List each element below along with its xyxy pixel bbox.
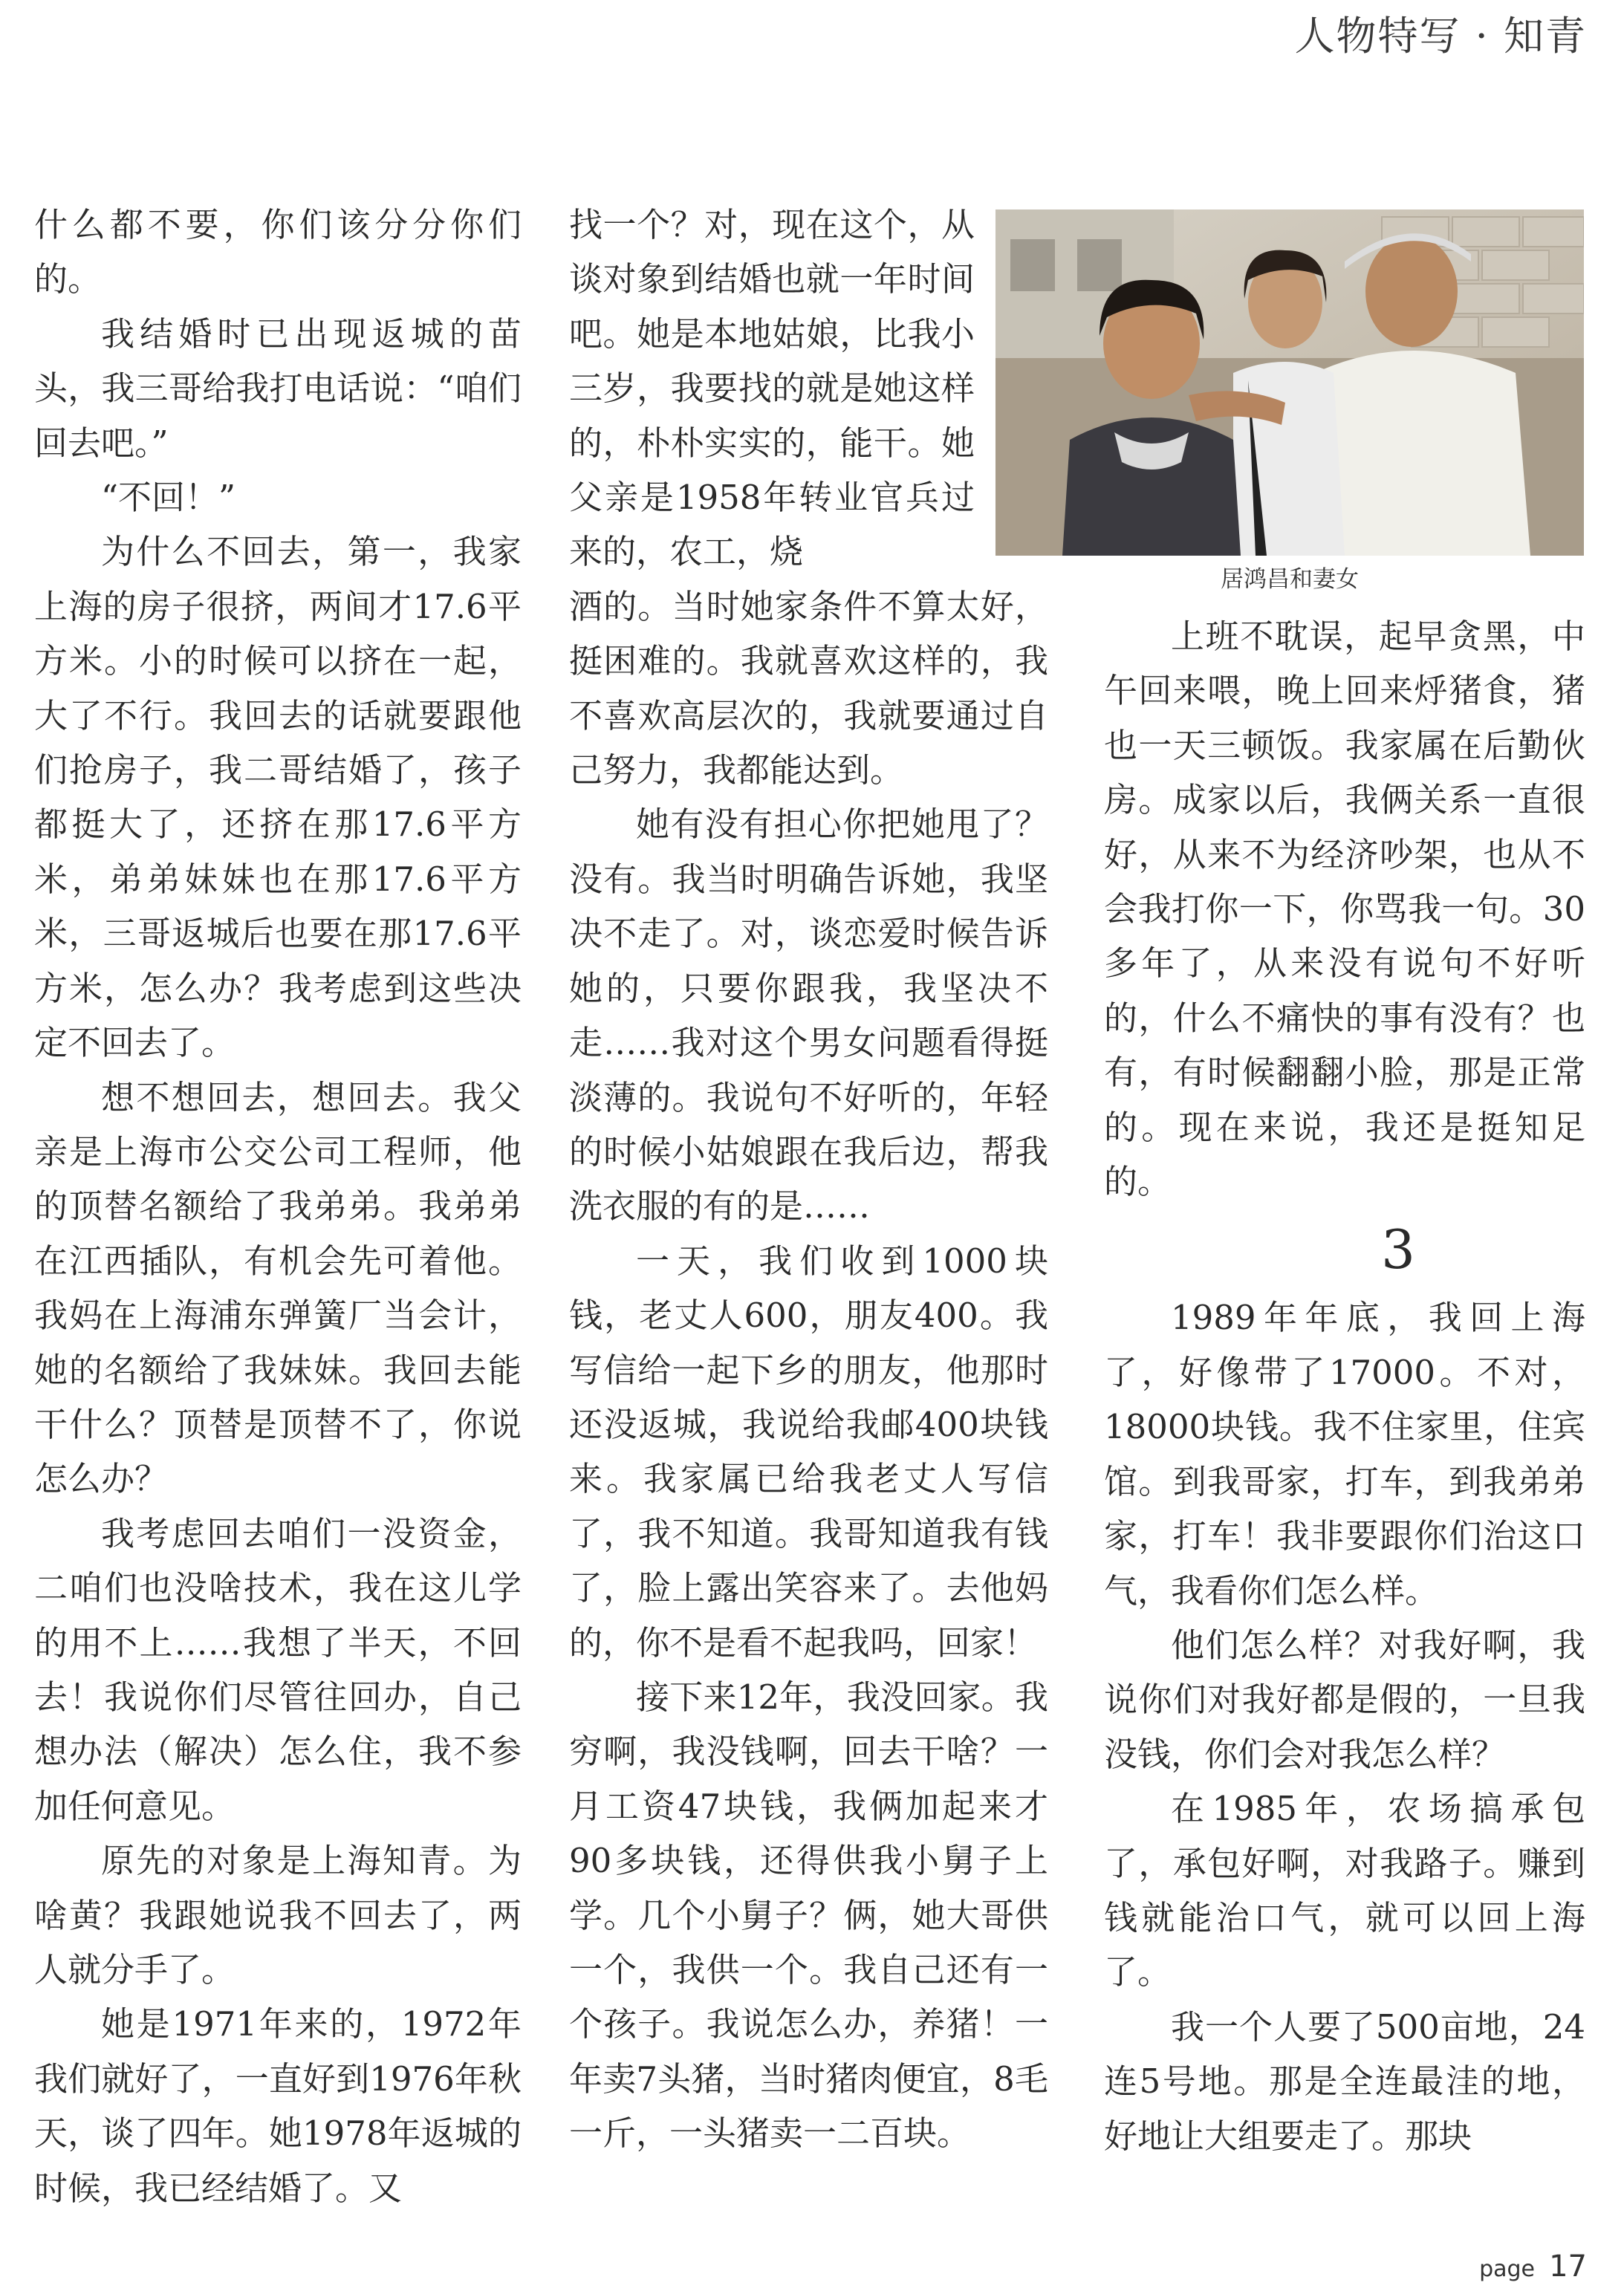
section-header: 人物特写 · 知青 <box>1294 13 1587 59</box>
paragraph: 我结婚时已出现返城的苗头，我三哥给我打电话说：“咱们回去吧。” <box>34 313 522 463</box>
paragraph: 她有没有担心你把她甩了？没有。我当时明确告诉她，我坚决不走了。对，谈恋爱时候告诉她的，只要你跟我，我坚决不走……我对这个男女问题看得挺淡薄的。我说句不好听的，年轻的时候小姑娘跟在我后边，帮我洗衣服的有的是…… <box>569 805 1048 1226</box>
paragraph: 接下来12年，我没回家。我穷啊，我没钱啊，回去干啥？一月工资47块钱，我俩加起来才90多块钱，还得供我小舅子上学。几个小舅子？俩，她大哥供一个，我供一个。我自己还有一个孩子。我说怎么办，养猪！一年卖7头猪，当时猪肉便宜，8毛一斤，一头猪卖一二百块。 <box>569 1677 1048 2154</box>
paragraph: 找一个？对，现在这个，从谈对象到结婚也就一年时间吧。她是本地姑娘，比我小三岁，我要找的就是她这样的，朴朴实实的，能干。她父亲是1958年转业官兵过来的，农工，烧 <box>569 205 975 572</box>
paragraph: 她是1971年来的，1972年我们就好了，一直好到1976年秋天，谈了四年。她1978年返城的时候，我已经结婚了。又 <box>34 2004 522 2208</box>
paragraph: 想不想回去，想回去。我父亲是上海市公交公司工程师，他的顶替名额给了我弟弟。我弟弟在江西插队，有机会先可着他。我妈在上海浦东弹簧厂当会计，她的名额给了我妹妹。我回去能干什么？顶替是顶替不了，你说怎么办？ <box>34 1077 522 1499</box>
paragraph: 什么都不要，你们该分分你们的。 <box>34 205 522 299</box>
paragraph: 我考虑回去咱们一没资金，二咱们也没啥技术，我在这儿学的用不上……我想了半天，不回去！我说你们尽管往回办，自己想办法（解决）怎么住，我不参加任何意见。 <box>34 1513 522 1826</box>
photo-caption: 居鸿昌和妻女 <box>1221 566 1359 593</box>
paragraph: 他们怎么样？对我好啊，我说你们对我好都是假的，一旦我没钱，你们会对我怎么样？ <box>1104 1625 1585 1774</box>
paragraph: 原先的对象是上海知青。为啥黄？我跟她说我不回去了，两人就分手了。 <box>34 1841 522 1989</box>
paragraph: 1989年年底，我回上海了，好像带了17000。不对，18000块钱。我不住家里，住宾馆。到我哥家，打车，到我弟弟家，打车！我非要跟你们治这口气，我看你们怎么样。 <box>1104 1298 1585 1611</box>
paragraph: 上班不耽误，起早贪黑，中午回来喂，晚上回来烀猪食，猪也一天三顿饭。我家属在后勤伙房。成家以后，我俩关系一直很好，从来不为经济吵架，也从不会我打你一下，你骂我一句。30多年了，从来没有说句不好听的，什么不痛快的事有没有？也有，有时候翻翻小脸，那是正常的。现在来说，我还是挺知足的。 <box>1104 617 1585 1202</box>
page-number: 17 <box>1549 2249 1587 2284</box>
paragraph: “不回！” <box>101 478 236 518</box>
paragraph: 酒的。当时她家条件不算太好，挺困难的。我就喜欢这样的，我不喜欢高层次的，我就要通过自己努力，我都能达到。 <box>569 586 1048 790</box>
family-photo <box>995 209 1584 556</box>
page-footer <box>1479 2249 1587 2284</box>
paragraph: 为什么不回去，第一，我家上海的房子很挤，两间才17.6平方米。小的时候可以挤在一起，大了不行。我回去的话就要跟他们抢房子，我二哥结婚了，孩子都挺大了，还挤在那17.6平方米，弟弟妹妹也在那17.6平方米，三哥返城后也要在那17.6平方米，怎么办？我考虑到这些决定不回去了。 <box>34 532 522 1063</box>
section-number: 3 <box>1381 1218 1415 1281</box>
text-column-2 <box>569 198 1048 2161</box>
paragraph: 在1985年，农场搞承包了，承包好啊，对我路子。赚到钱就能治口气，就可以回上海了。 <box>1104 1789 1585 1992</box>
paragraph: 我一个人要了500亩地，24连5号地。那是全连最洼的地，好地让大组要走了。那块 <box>1104 2007 1585 2156</box>
paragraph: 一天，我们收到1000块钱，老丈人600，朋友400。我写信给一起下乡的朋友，他那时还没返城，我说给我邮400块钱来。我家属已给我老丈人写信了，我不知道。我哥知道我有钱了，脸上露出笑容来了。去他妈的，你不是看不起我吗，回家！ <box>569 1241 1048 1663</box>
page-label: page <box>1479 2256 1535 2282</box>
text-column-3 <box>1104 609 1585 2163</box>
text-column-1 <box>34 198 522 2215</box>
